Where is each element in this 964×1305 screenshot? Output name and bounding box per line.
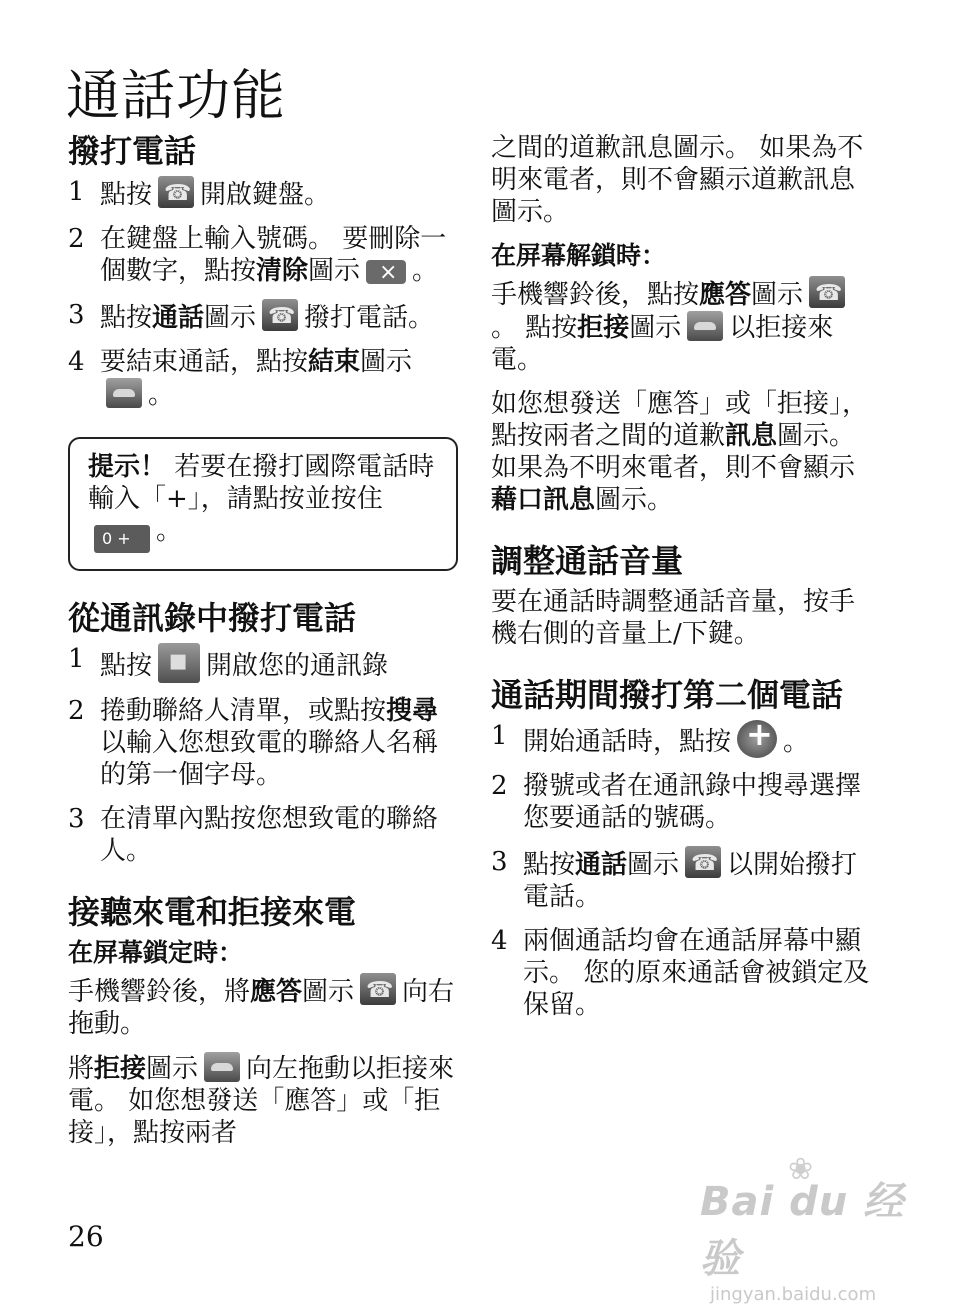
add-call-icon xyxy=(737,720,777,758)
list-item: 1 點按▪ 開啟您的通訊錄 xyxy=(68,643,458,683)
list-item: 2 捲動聯絡人清單，或點按搜尋以輸入您想致電的聯絡人名稱的第一個字母。 xyxy=(68,696,439,790)
list-item: 3 點按通話圖示☎ 以開始撥打電話。 xyxy=(491,846,871,913)
watermark-logo: Bai du 经验 xyxy=(700,1179,905,1282)
paragraph: 如您想發送「應答」或「拒接」，點按兩者之間的道歉訊息圖示。 如果為不明來電者，則不會顯示藉口訊息圖示。 xyxy=(491,389,869,515)
list-item: 3 點按通話圖示☎ 撥打電話。 xyxy=(68,299,458,334)
list-item: 1 開始通話時，點按+ 。 xyxy=(491,720,871,758)
section-answer xyxy=(68,893,458,1149)
list-item: 3 在清單內點按您想致電的聯絡人。 xyxy=(68,804,439,866)
paragraph: 之間的道歉訊息圖示。 如果為不明來電者，則不會顯示道歉訊息圖示。 xyxy=(491,133,864,227)
section-contacts xyxy=(68,599,458,867)
heading-volume: 調整通話音量 xyxy=(491,542,684,580)
phone-call-icon xyxy=(685,846,721,878)
tip-label: 提示！ xyxy=(88,452,167,482)
tip-box: 提示！ 若要在撥打國際電話時輸入「+」，請點按並按住0 + 。 xyxy=(68,437,458,571)
zero-plus-key-icon: 0 + xyxy=(94,525,150,553)
subheading-unlocked: 在屏幕解鎖時： xyxy=(491,241,667,270)
subheading-locked: 在屏幕鎖定時： xyxy=(68,938,244,967)
phone-call-icon xyxy=(809,276,845,308)
section-dial xyxy=(68,132,458,411)
contacts-icon xyxy=(158,643,200,683)
paragraph: 將拒接圖示 向左拖動以拒接來電。 如您想發送「應答」或「拒接」，點按兩者 xyxy=(68,1054,455,1148)
page-number: 26 xyxy=(68,1220,104,1253)
right-column xyxy=(491,132,871,1047)
list-item: 4 兩個通話均會在通話屏幕中顯示。 您的原來通話會被鎖定及保留。 xyxy=(491,926,870,1020)
paragraph: 手機響鈴後，點按應答圖示☎。 點按拒接圖示 以拒接來電。 xyxy=(491,276,871,376)
page-title: 通話功能 xyxy=(66,64,286,127)
left-column xyxy=(68,132,458,1175)
keypad-icon xyxy=(158,176,194,208)
heading-dial: 撥打電話 xyxy=(68,132,197,170)
paragraph: 手機響鈴後，將應答圖示☎ 向右拖動。 xyxy=(68,973,458,1040)
phone-call-icon xyxy=(262,299,298,331)
paragraph: 要在通話時調整通話音量，按手機右側的音量上/下鍵。 xyxy=(491,587,856,649)
baidu-watermark xyxy=(700,1152,930,1305)
clear-backspace-icon xyxy=(366,260,406,284)
contacts-steps xyxy=(68,643,458,867)
list-item: 2 在鍵盤上輸入號碼。 要刪除一個數字，點按清除圖示× 。 xyxy=(68,223,458,287)
heading-second-call: 通話期間撥打第二個電話 xyxy=(491,676,844,714)
dial-steps xyxy=(68,176,458,411)
end-call-icon xyxy=(106,378,142,408)
heading-contacts: 從通訊錄中撥打電話 xyxy=(68,599,357,637)
end-call-icon xyxy=(687,311,723,341)
paw-icon: ❀ xyxy=(788,1152,814,1187)
watermark-url: jingyan.baidu.com xyxy=(710,1284,877,1305)
section-second-call xyxy=(491,676,871,1021)
phone-call-icon xyxy=(360,973,396,1005)
tip-text: 若要在撥打國際電話時輸入「+」，請點按並按住 xyxy=(88,452,435,514)
list-item: 1 點按☎ 開啟鍵盤。 xyxy=(68,176,458,211)
section-unlocked xyxy=(491,240,871,516)
second-call-steps xyxy=(491,720,871,1021)
list-item: 2 撥號或者在通訊錄中搜尋選擇您要通話的號碼。 xyxy=(491,771,862,833)
end-call-icon xyxy=(204,1052,240,1082)
section-volume xyxy=(491,542,871,650)
heading-answer: 接聽來電和拒接來電 xyxy=(68,893,357,931)
list-item: 4 要結束通話，點按結束圖示。 xyxy=(68,347,413,410)
